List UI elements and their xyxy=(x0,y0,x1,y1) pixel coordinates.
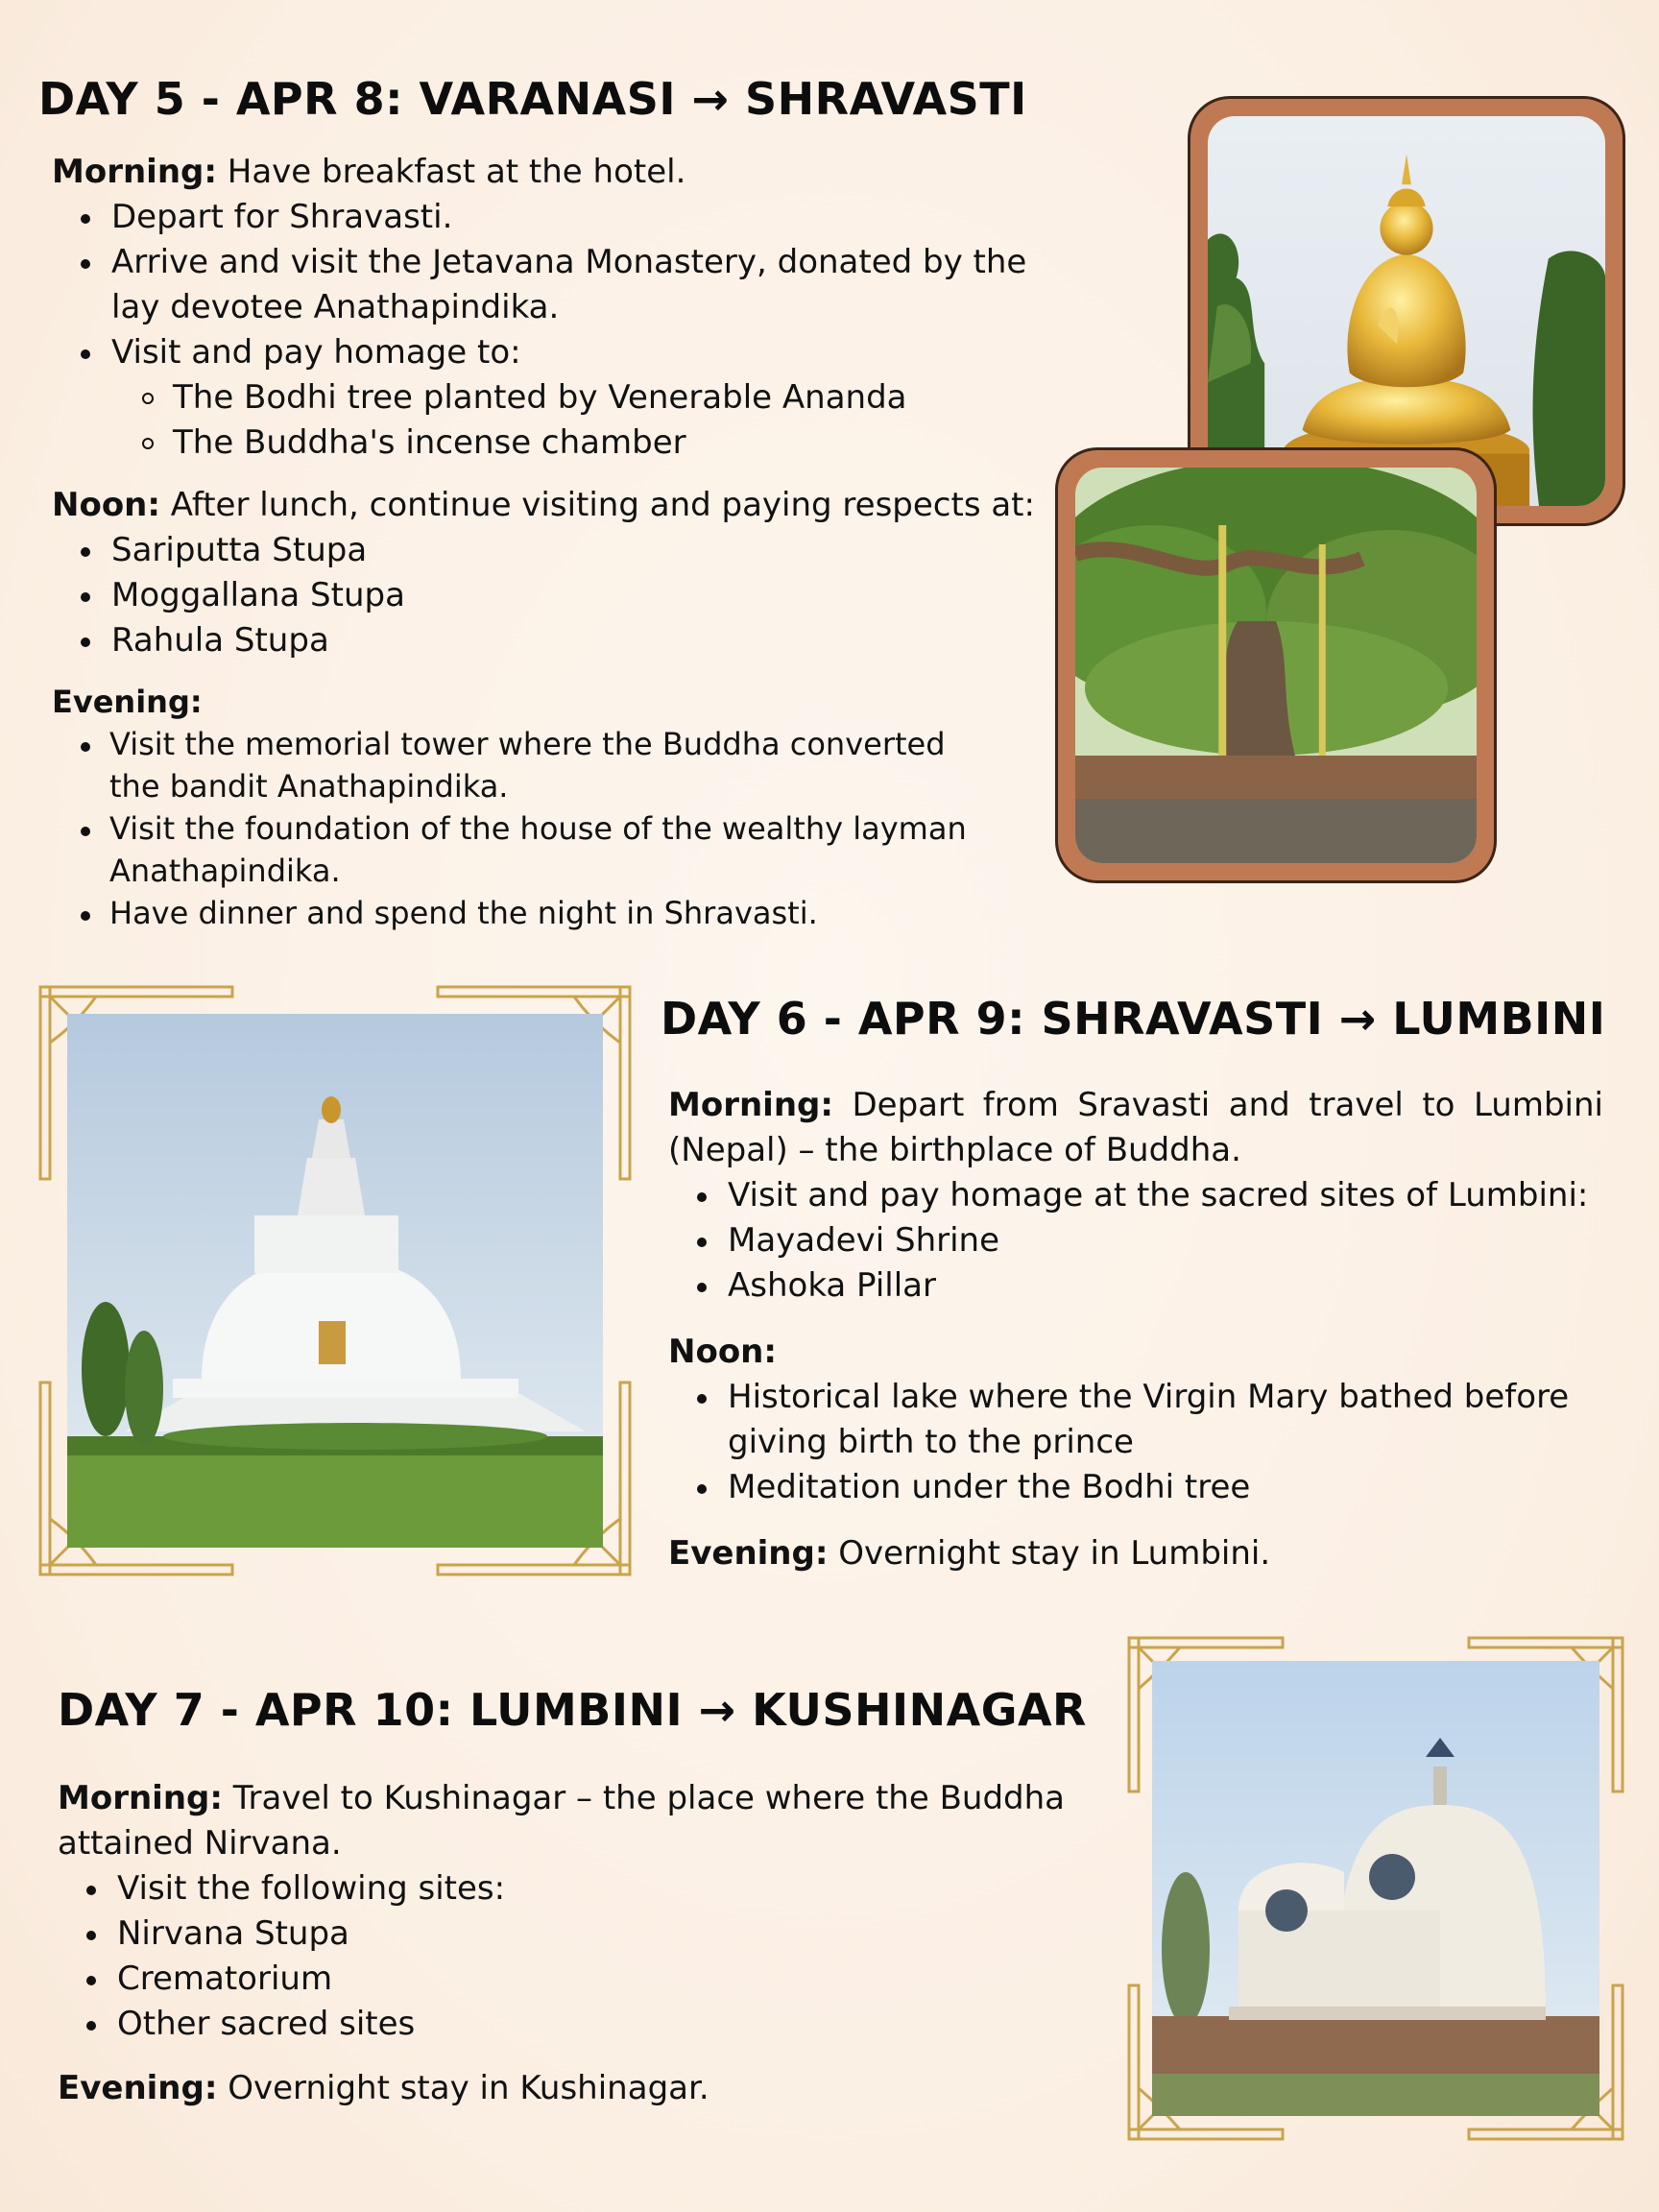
list-item: Visit the memorial tower where the Buddha converted the bandit Anathapindika. xyxy=(52,723,1070,807)
day6-evening xyxy=(668,1531,1603,1576)
day7-content xyxy=(58,1776,1094,2111)
noon-label: Noon: xyxy=(668,1333,777,1371)
sub-list-item: The Buddha's incense chamber xyxy=(52,421,1070,466)
nirvana-stupa-image xyxy=(1152,1661,1599,2116)
evening-text: Overnight stay in Kushinagar. xyxy=(217,2069,709,2107)
list-item: Visit the following sites: xyxy=(58,1866,1094,1911)
list-item: Visit and pay homage to: xyxy=(52,330,1070,375)
day5-content xyxy=(52,150,1070,934)
day7-morning xyxy=(58,1776,1094,1866)
evening-label: Evening: xyxy=(58,2069,218,2107)
list-item: Arrive and visit the Jetavana Monastery, donated by the lay devotee Anathapindika. xyxy=(52,240,1070,330)
peace-stupa-photo-frame xyxy=(38,985,632,1576)
evening-label: Evening: xyxy=(668,1534,829,1573)
evening-label: Evening: xyxy=(52,684,203,720)
morning-text: Depart from Sravasti and travel to Lumbini (Nepal) – the birthplace of Buddha. xyxy=(668,1086,1603,1169)
list-item: Nirvana Stupa xyxy=(58,1911,1094,1957)
list-item: Other sacred sites xyxy=(58,2002,1094,2047)
nirvana-stupa-photo-frame xyxy=(1127,1636,1624,2141)
bodhi-tree-photo-frame xyxy=(1055,447,1497,883)
day6-morning xyxy=(668,1083,1603,1173)
list-item: Sariputta Stupa xyxy=(52,528,1070,573)
morning-label: Morning: xyxy=(668,1086,833,1124)
day7-evening xyxy=(58,2066,1094,2111)
list-item: Crematorium xyxy=(58,1957,1094,2002)
day6-noon xyxy=(668,1330,1603,1375)
day5-morning xyxy=(52,150,1070,195)
noon-text: After lunch, continue visiting and paying respects at: xyxy=(159,486,1035,524)
list-item: Moggallana Stupa xyxy=(52,573,1070,618)
bodhi-tree-image xyxy=(1075,468,1477,863)
morning-label: Morning: xyxy=(58,1779,223,1817)
day6-content xyxy=(668,1083,1603,1576)
sub-list-item: The Bodhi tree planted by Venerable Ananda xyxy=(52,375,1070,421)
list-item: Rahula Stupa xyxy=(52,618,1070,663)
day5-noon xyxy=(52,483,1070,528)
white-peace-stupa-image xyxy=(67,1014,603,1548)
day6-title: DAY 6 - APR 9: SHRAVASTI → LUMBINI xyxy=(661,993,1606,1045)
noon-label: Noon: xyxy=(52,486,160,524)
day5-evening xyxy=(52,681,1070,723)
morning-text: Have breakfast at the hotel. xyxy=(216,153,686,191)
day7-title: DAY 7 - APR 10: LUMBINI → KUSHINAGAR xyxy=(58,1684,1087,1736)
evening-text: Overnight stay in Lumbini. xyxy=(828,1534,1271,1573)
list-item: Have dinner and spend the night in Shravasti. xyxy=(52,892,1070,934)
list-item: Mayadevi Shrine xyxy=(668,1218,1603,1263)
list-item: Visit and pay homage at the sacred sites of Lumbini: xyxy=(668,1173,1603,1218)
day5-title: DAY 5 - APR 8: VARANASI → SHRAVASTI xyxy=(38,73,1027,125)
list-item: Meditation under the Bodhi tree xyxy=(668,1465,1603,1510)
morning-text: Travel to Kushinagar – the place where the Buddha attained Nirvana. xyxy=(58,1779,1065,1863)
list-item: Depart for Shravasti. xyxy=(52,195,1070,240)
morning-label: Morning: xyxy=(52,153,217,191)
list-item: Visit the foundation of the house of the wealthy layman Anathapindika. xyxy=(52,807,1070,892)
list-item: Historical lake where the Virgin Mary bathed before giving birth to the prince xyxy=(668,1375,1603,1465)
list-item: Ashoka Pillar xyxy=(668,1263,1603,1309)
